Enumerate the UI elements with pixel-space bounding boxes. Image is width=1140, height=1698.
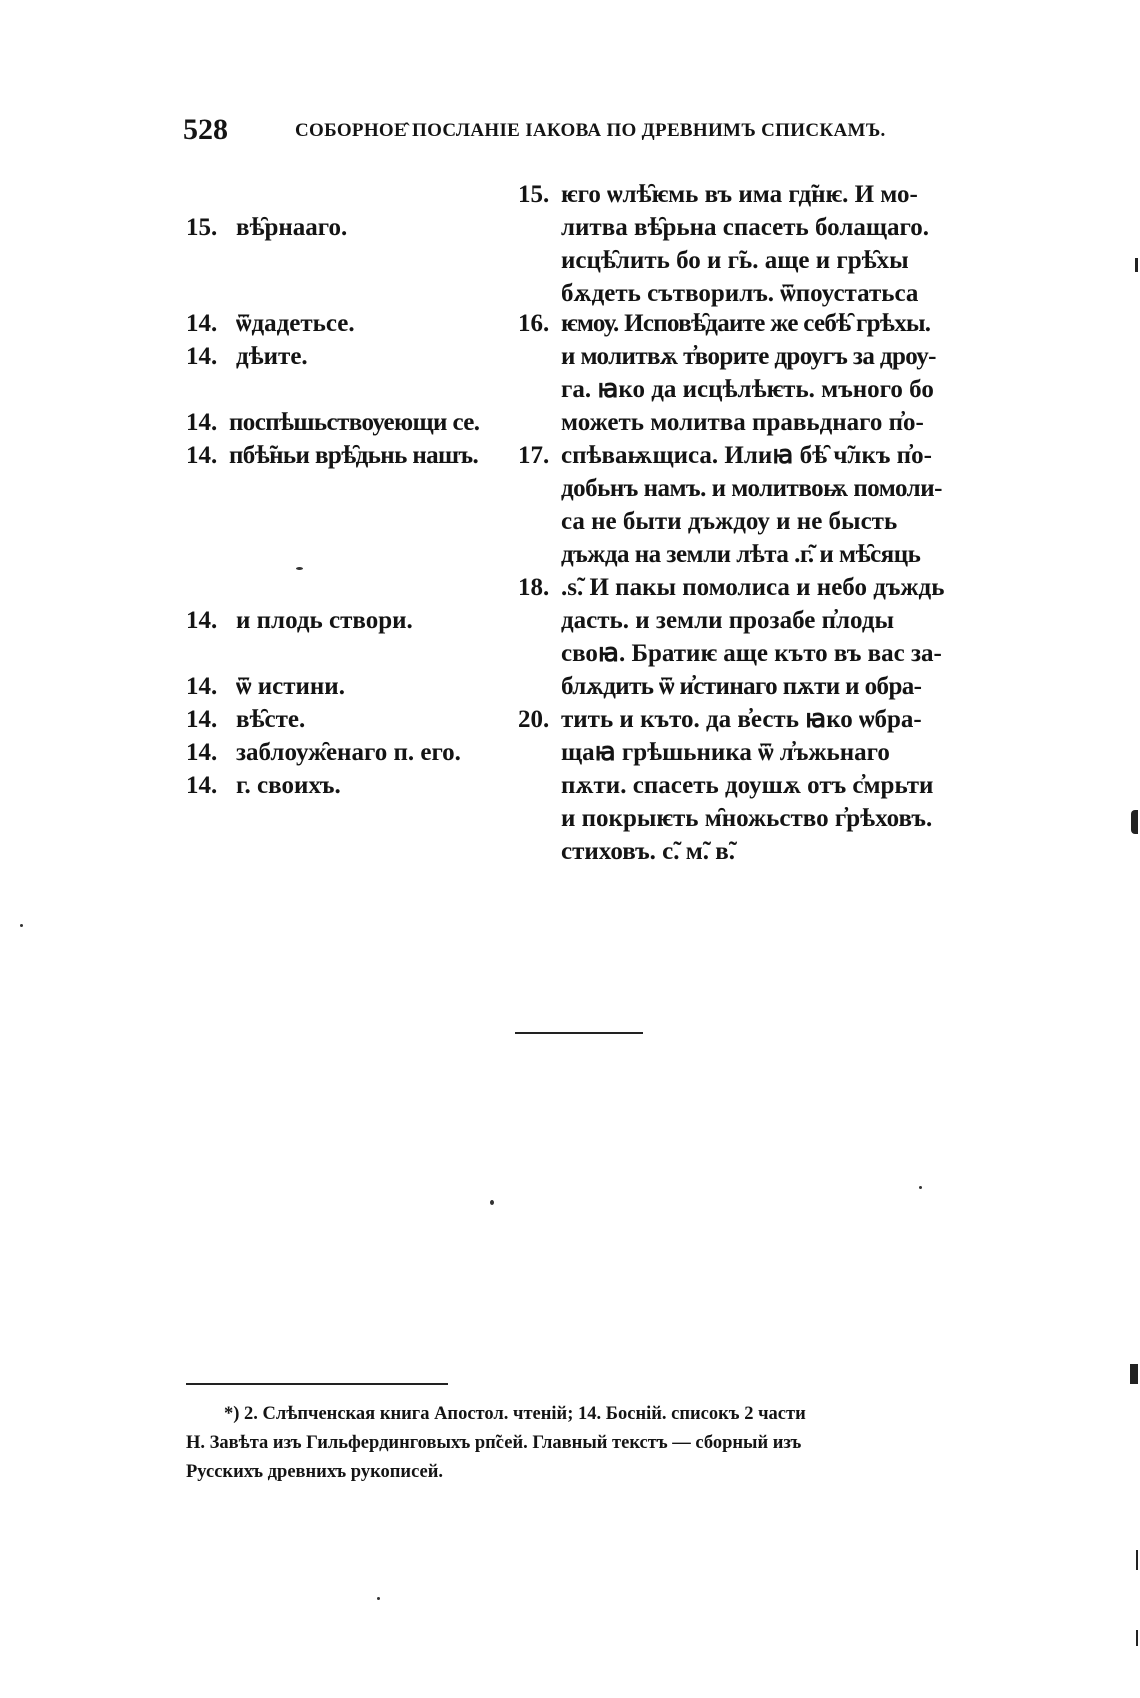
page-number: 528 bbox=[183, 113, 228, 146]
variant-number: 14. bbox=[186, 772, 218, 799]
verse-text: щаꙗ грѣшьника ѿ л̓ъжьнаго bbox=[561, 739, 890, 766]
scan-edge-mark bbox=[1130, 1364, 1138, 1384]
variant-number: 14. bbox=[186, 343, 218, 370]
variant-number: 14. bbox=[186, 409, 218, 436]
variant-text: дѣите. bbox=[236, 343, 308, 370]
verse-text: .ѕ̃. И пакы помолиса и небо дъждь bbox=[561, 574, 945, 601]
scan-speck bbox=[919, 1186, 922, 1189]
scan-speck bbox=[377, 1597, 380, 1600]
variant-text: вѣ̑рнааго. bbox=[236, 214, 348, 241]
variant-number: 14. bbox=[186, 442, 218, 469]
verse-text: бѫдеть сътворилъ. ѿпоустатьса bbox=[561, 280, 919, 307]
verse-text: стиховъ. с̃. м̃. в̃. bbox=[561, 838, 736, 865]
verse-text: своꙗ. Братиѥ аще къто въ вас за- bbox=[561, 640, 942, 667]
verse-text: пѫти. спасеть доушѫ отъ с̓мрьти bbox=[561, 772, 934, 799]
footnote-line: Н. Завѣта изъ Гильфердинговыхъ рп̃сей. Главный текстъ — сборный изъ bbox=[186, 1433, 802, 1453]
verse-text: дасть. и земли прозабе п̓лоды bbox=[561, 607, 894, 634]
variant-number: 14. bbox=[186, 607, 218, 634]
verse-number: 16. bbox=[518, 310, 550, 337]
scan-edge-mark bbox=[1131, 810, 1138, 834]
verse-text: и покрыѥть м̑ножьство г̓рѣховъ. bbox=[561, 805, 933, 832]
verse-text: можеть молитва правьднаго п̓о- bbox=[561, 409, 924, 436]
scan-speck bbox=[296, 567, 303, 570]
verse-number: 20. bbox=[518, 706, 550, 733]
scan-edge-mark bbox=[1135, 258, 1138, 272]
footnote bbox=[186, 1400, 986, 1487]
variant-text: г. своихъ. bbox=[236, 772, 341, 799]
scan-edge-mark bbox=[1136, 1630, 1138, 1646]
footnote-line: Русскихъ древнихъ рукописей. bbox=[186, 1462, 444, 1482]
variant-text: ѿ истини. bbox=[236, 673, 345, 700]
verse-text: тить и къто. да в̓есть ꙗко ѡбра- bbox=[561, 706, 922, 733]
verse-text: са не быти дъждоу и не бысть bbox=[561, 508, 898, 535]
scan-speck bbox=[490, 1200, 494, 1205]
verse-text: дъжда на земли лѣта .г̃. и мѣ̑сяць bbox=[561, 541, 921, 568]
verse-text: добьнъ намъ. и молитвоѭ помоли- bbox=[561, 475, 942, 502]
verse-number: 15. bbox=[518, 181, 550, 208]
variant-number: 14. bbox=[186, 310, 218, 337]
variant-text: и плодь створи. bbox=[236, 607, 413, 634]
footnote-line: *) 2. Слѣпченская книга Апостол. чтеній; 14. Боснiй. списокъ 2 части bbox=[224, 1404, 806, 1424]
verse-text: литва вѣ̑рьна спасеть болащаго. bbox=[561, 214, 929, 241]
variant-text: ѿдадетьсе. bbox=[236, 310, 355, 337]
variant-number: 14. bbox=[186, 673, 218, 700]
verse-text: исцѣ̑лить бо и г̃ь. аще и грѣ̑хы bbox=[561, 247, 909, 274]
variant-number: 14. bbox=[186, 739, 218, 766]
verse-text: ѥмоу. Исповѣ̑даите же себѣ̑ грѣхы. bbox=[561, 310, 931, 337]
verse-text: га. ꙗко да исцѣлѣѥть. мъного бо bbox=[561, 376, 934, 403]
verse-text: ѥго ѡлѣ̑ѥмь въ има гд̃нѥ. И мо- bbox=[561, 181, 918, 208]
verse-text: блѫдить ѿ и̓стинаго пѫти и обра- bbox=[561, 673, 922, 700]
footnote-rule bbox=[186, 1383, 448, 1385]
verse-number: 18. bbox=[518, 574, 550, 601]
variant-number: 14. bbox=[186, 706, 218, 733]
scan-speck bbox=[20, 924, 23, 927]
scan-edge-mark bbox=[1136, 1550, 1138, 1570]
variant-text: пбѣ̃ньи врѣ̑дьнь нашъ. bbox=[229, 442, 479, 469]
running-title: СОБОРНОЕ̂ ПОСЛАНІЕ ІАКОВА ПО ДРЕВНИМЪ СПИСКАМЪ. bbox=[295, 120, 886, 141]
verse-text: и молитвѫ т̓ворите дроугъ за дроу- bbox=[561, 343, 936, 370]
verse-number: 17. bbox=[518, 442, 550, 469]
end-of-text-rule bbox=[515, 1032, 643, 1034]
verse-text: спѣваѭщиса. Илиꙗ бѣ̑ ч̃лкъ п̓о- bbox=[561, 442, 932, 469]
variant-text: поспѣшьствоуеющи се. bbox=[229, 409, 480, 436]
variant-number: 15. bbox=[186, 214, 218, 241]
variant-text: вѣ̑сте. bbox=[236, 706, 306, 733]
variant-text: заблоуж̑енаго п. его. bbox=[236, 739, 461, 766]
